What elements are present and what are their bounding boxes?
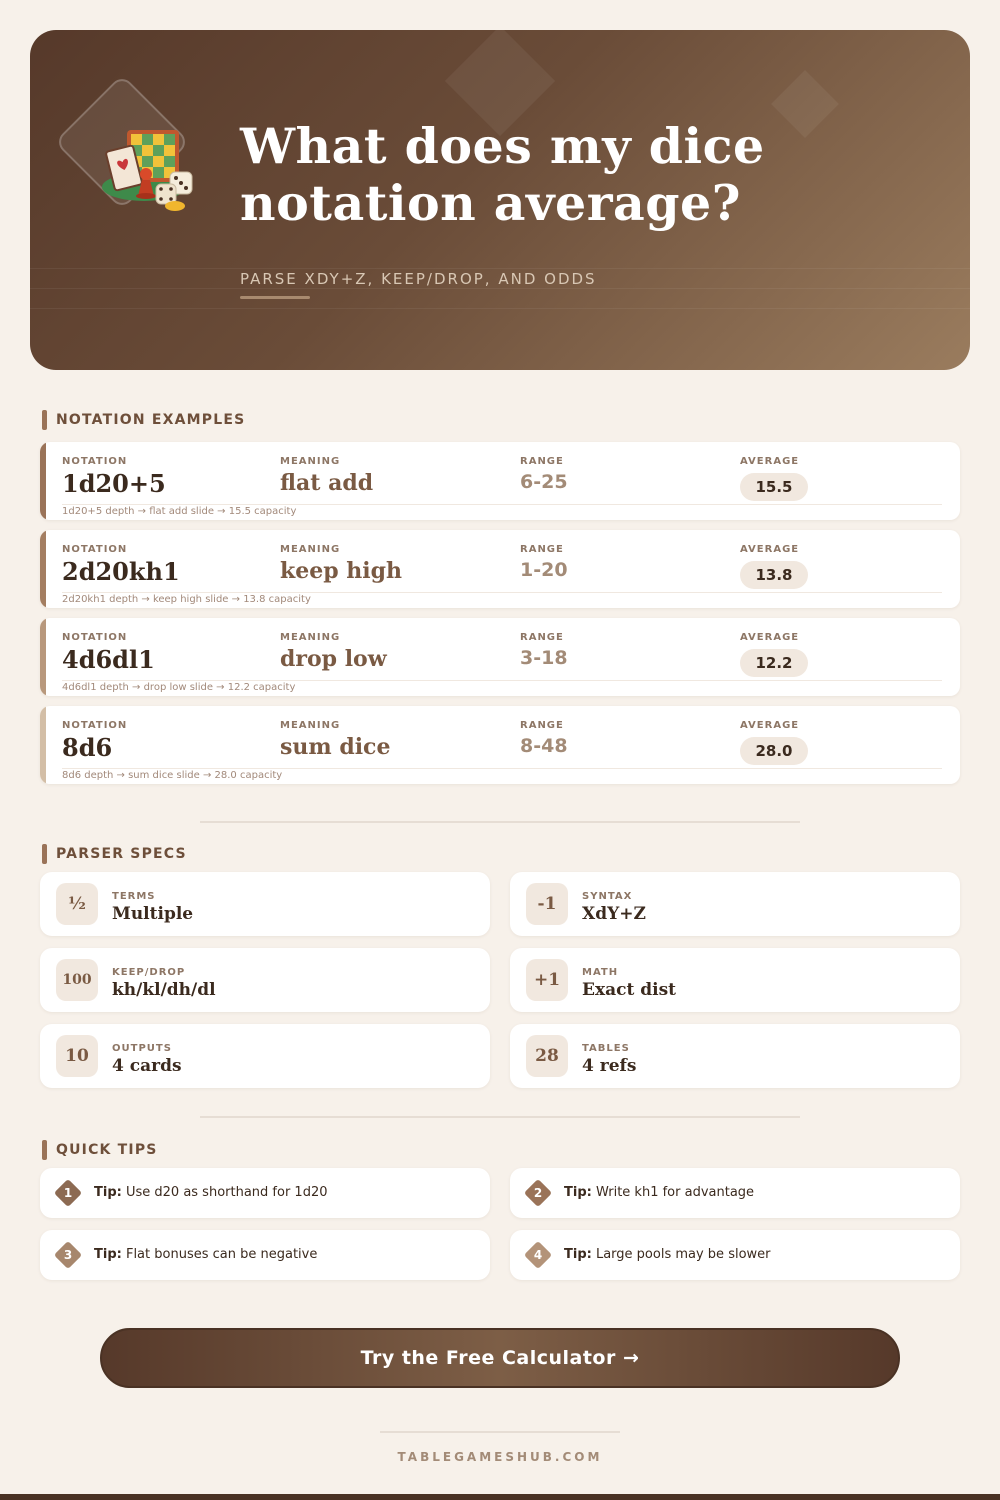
meaning-value: flat add xyxy=(280,470,374,496)
page-title xyxy=(240,118,940,232)
spec-icon: -1 xyxy=(526,883,568,925)
range-value: 3-18 xyxy=(520,647,568,669)
notation-value: 8d6 xyxy=(62,733,113,762)
tip-text xyxy=(94,1247,317,1262)
section-label: QUICK TIPS xyxy=(56,1142,158,1158)
page-subtitle: PARSE XDY+Z, KEEP/DROP, AND ODDS xyxy=(240,270,597,288)
spec-value: kh/kl/dh/dl xyxy=(112,980,216,1000)
notation-cell xyxy=(62,720,127,762)
average-badge-wrap xyxy=(740,467,808,501)
average-label: AVERAGE xyxy=(740,544,800,555)
meaning-value: keep high xyxy=(280,558,403,584)
spec-label: SYNTAX xyxy=(582,891,633,902)
range-label: RANGE xyxy=(520,720,564,731)
notation-cell xyxy=(62,456,166,498)
tip-body: Large pools may be slower xyxy=(595,1247,771,1262)
notation-label: NOTATION xyxy=(62,456,128,467)
section-bar xyxy=(42,1140,47,1160)
footer-divider xyxy=(380,1431,620,1433)
tip-text xyxy=(564,1247,771,1262)
range-cell xyxy=(520,720,568,757)
spec-icon: 100 xyxy=(56,959,98,1001)
row-accent-bar xyxy=(40,442,46,520)
section-header-notation xyxy=(42,410,245,430)
meaning-label: MEANING xyxy=(280,720,341,731)
average-label: AVERAGE xyxy=(740,632,800,643)
table-row xyxy=(40,618,960,696)
row-divider xyxy=(62,768,942,769)
average-badge: 15.5 xyxy=(740,473,808,501)
notation-label: NOTATION xyxy=(62,720,128,731)
tip-text xyxy=(564,1185,754,1200)
section-label: NOTATION EXAMPLES xyxy=(56,412,246,428)
row-divider xyxy=(62,504,942,505)
spec-icon: 28 xyxy=(526,1035,568,1077)
range-cell xyxy=(520,544,568,581)
section-header-specs xyxy=(42,844,187,864)
row-accent-bar xyxy=(40,706,46,784)
tip-number: 2 xyxy=(533,1186,543,1200)
tip-body: Use d20 as shorthand for 1d20 xyxy=(125,1185,328,1200)
tip-card xyxy=(510,1168,960,1218)
range-value: 1-20 xyxy=(520,559,568,581)
range-label: RANGE xyxy=(520,456,564,467)
range-label: RANGE xyxy=(520,544,564,555)
tip-number: 3 xyxy=(63,1248,73,1262)
title-line: What does my dice xyxy=(240,117,765,175)
subtitle-underline xyxy=(240,296,310,299)
range-cell xyxy=(520,456,568,493)
notation-cell xyxy=(62,544,180,586)
row-divider xyxy=(62,680,942,681)
section-bar xyxy=(42,844,47,864)
row-accent-bar xyxy=(40,530,46,608)
tip-body: Write kh1 for advantage xyxy=(595,1185,755,1200)
board-game-dice-icon xyxy=(72,92,212,232)
tip-card xyxy=(40,1168,490,1218)
spec-card xyxy=(40,948,490,1012)
range-value: 8-48 xyxy=(520,735,568,757)
spec-card xyxy=(510,1024,960,1088)
spec-card xyxy=(40,1024,490,1088)
decorative-line xyxy=(30,268,970,269)
meaning-label: MEANING xyxy=(280,632,341,643)
spec-label: OUTPUTS xyxy=(112,1043,172,1054)
section-divider xyxy=(200,821,800,823)
meaning-label: MEANING xyxy=(280,456,341,467)
notation-value: 4d6dl1 xyxy=(62,645,155,674)
tip-prefix: Tip: xyxy=(564,1185,592,1200)
spec-label: TERMS xyxy=(112,891,156,902)
spec-label: TABLES xyxy=(582,1043,630,1054)
range-value: 6-25 xyxy=(520,471,568,493)
tip-body: Flat bonuses can be negative xyxy=(125,1247,318,1262)
tip-prefix: Tip: xyxy=(94,1247,122,1262)
meaning-cell xyxy=(280,544,402,584)
notation-cell xyxy=(62,632,155,674)
average-label: AVERAGE xyxy=(740,720,800,731)
tip-card xyxy=(510,1230,960,1280)
average-badge-wrap xyxy=(740,643,808,677)
row-accent-bar xyxy=(40,618,46,696)
meaning-value: drop low xyxy=(280,646,387,672)
average-label: AVERAGE xyxy=(740,456,800,467)
notation-label: NOTATION xyxy=(62,544,128,555)
title-line: notation average? xyxy=(240,174,741,232)
spec-card xyxy=(510,948,960,1012)
average-badge: 13.8 xyxy=(740,561,808,589)
row-caption: 8d6 depth → sum dice slide → 28.0 capacity xyxy=(62,770,283,781)
average-badge-wrap xyxy=(740,555,808,589)
meaning-label: MEANING xyxy=(280,544,341,555)
section-header-tips xyxy=(42,1140,158,1160)
notation-value: 2d20kh1 xyxy=(62,557,180,586)
decorative-line xyxy=(30,288,970,289)
average-cell xyxy=(740,544,808,589)
spec-icon: +1 xyxy=(526,959,568,1001)
tip-number-badge xyxy=(54,1241,82,1269)
spec-icon: 10 xyxy=(56,1035,98,1077)
average-cell xyxy=(740,456,808,501)
spec-label: KEEP/DROP xyxy=(112,967,186,978)
spec-card xyxy=(510,872,960,936)
section-label: PARSER SPECS xyxy=(56,846,187,862)
spec-value: 4 refs xyxy=(582,1056,637,1076)
table-row xyxy=(40,530,960,608)
hero-banner xyxy=(30,30,970,370)
section-divider xyxy=(200,1116,800,1118)
footer-site-link[interactable]: TABLEGAMESHUB.COM xyxy=(397,1450,603,1464)
average-badge: 12.2 xyxy=(740,649,808,677)
average-badge-wrap xyxy=(740,731,808,765)
notation-label: NOTATION xyxy=(62,632,128,643)
spec-value: 4 cards xyxy=(112,1056,182,1076)
tip-number-badge xyxy=(524,1241,552,1269)
row-caption: 4d6dl1 depth → drop low slide → 12.2 capacity xyxy=(62,682,296,693)
free-calculator-button[interactable]: Try the Free Calculator → xyxy=(100,1328,900,1388)
tip-number-badge xyxy=(54,1179,82,1207)
spec-value: Exact dist xyxy=(582,980,676,1000)
meaning-cell xyxy=(280,720,390,760)
spec-label: MATH xyxy=(582,967,619,978)
tip-card xyxy=(40,1230,490,1280)
bottom-bar xyxy=(0,1494,1000,1500)
tip-text xyxy=(94,1185,328,1200)
spec-icon: ½ xyxy=(56,883,98,925)
tip-number: 4 xyxy=(533,1248,543,1262)
spec-value: XdY+Z xyxy=(582,904,646,924)
tip-prefix: Tip: xyxy=(564,1247,592,1262)
meaning-value: sum dice xyxy=(280,734,391,760)
table-row xyxy=(40,442,960,520)
average-cell xyxy=(740,632,808,677)
notation-list xyxy=(40,442,960,794)
average-cell xyxy=(740,720,808,765)
spec-card xyxy=(40,872,490,936)
tip-number: 1 xyxy=(63,1186,73,1200)
meaning-cell xyxy=(280,632,387,672)
spec-value: Multiple xyxy=(112,904,194,924)
row-caption: 2d20kh1 depth → keep high slide → 13.8 capacity xyxy=(62,594,311,605)
table-row xyxy=(40,706,960,784)
tip-prefix: Tip: xyxy=(94,1185,122,1200)
decorative-line xyxy=(30,308,970,309)
meaning-cell xyxy=(280,456,373,496)
section-bar xyxy=(42,410,47,430)
range-cell xyxy=(520,632,568,669)
tip-number-badge xyxy=(524,1179,552,1207)
row-divider xyxy=(62,592,942,593)
row-caption: 1d20+5 depth → flat add slide → 15.5 capacity xyxy=(62,506,297,517)
average-badge: 28.0 xyxy=(740,737,808,765)
range-label: RANGE xyxy=(520,632,564,643)
notation-value: 1d20+5 xyxy=(62,469,166,498)
